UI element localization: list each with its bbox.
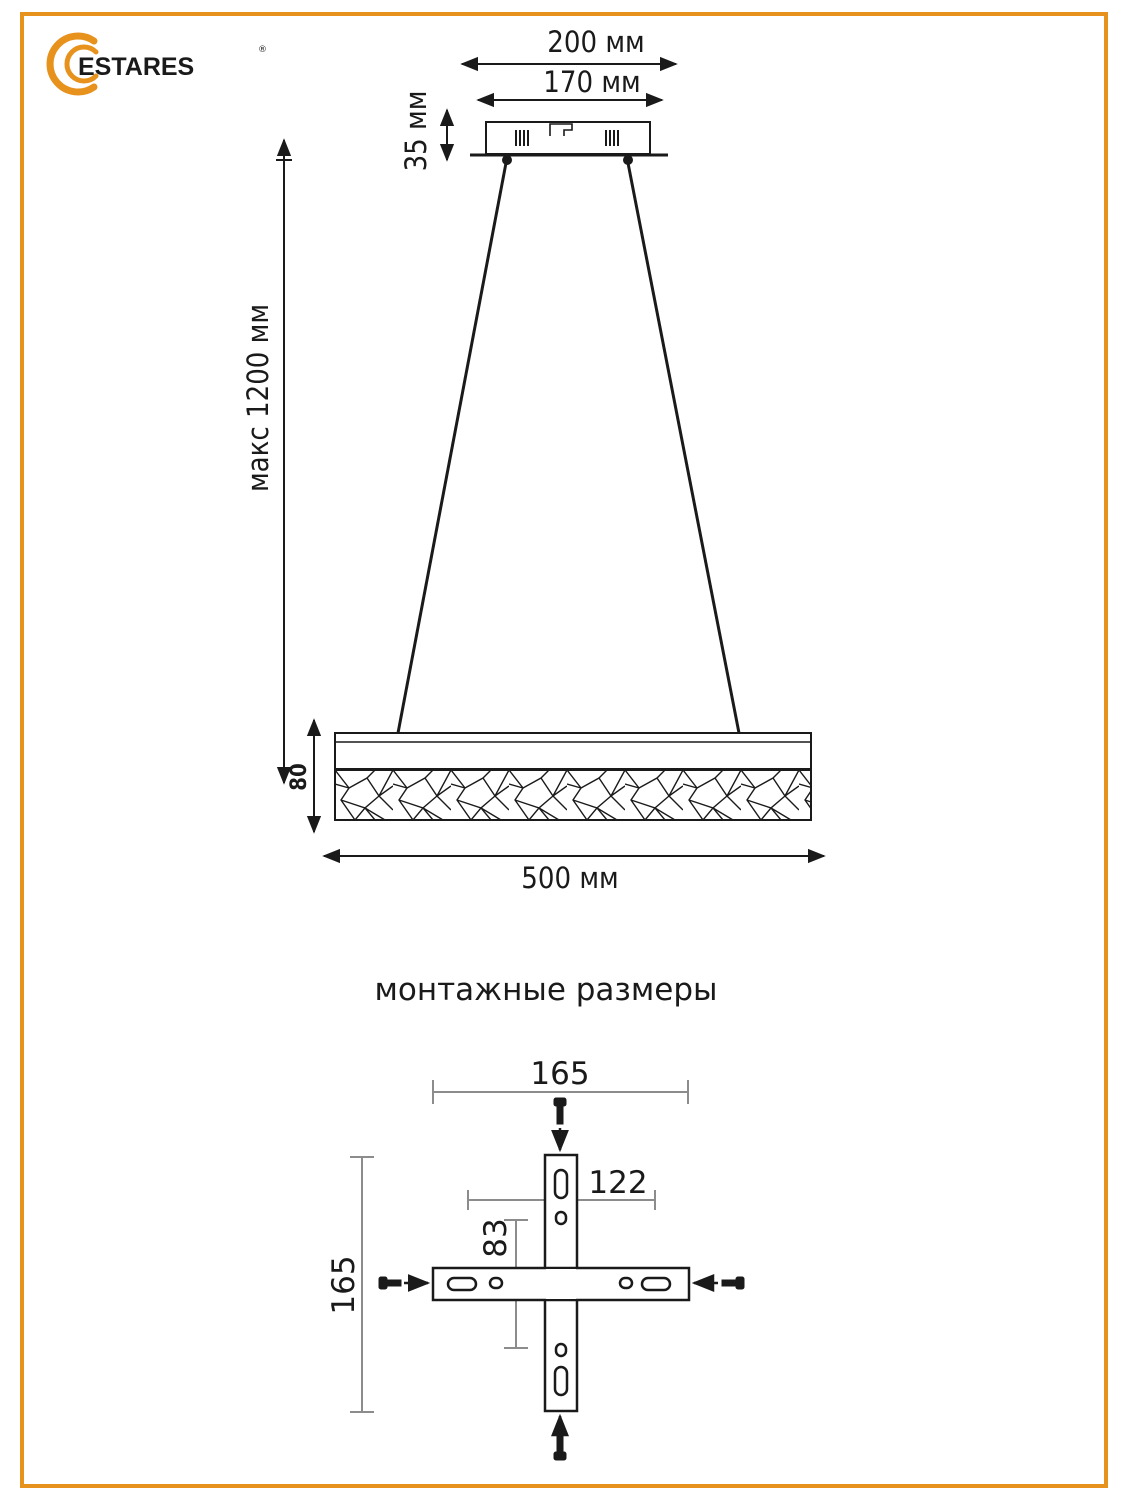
mount-height-label: 165: [326, 1255, 362, 1315]
screw-icon: [379, 1277, 428, 1289]
dim-canopy-width: [462, 25, 676, 64]
suspension-cables: [398, 163, 739, 733]
body-height-label: 80: [287, 763, 312, 791]
dim-suspension-length: [241, 140, 292, 783]
dim-canopy-mount-width: [478, 65, 662, 100]
offset-label: 83: [478, 1218, 514, 1258]
canopy: [470, 122, 668, 164]
dim-body-width: [324, 856, 824, 895]
screw-icon: [694, 1277, 744, 1289]
hole-spacing-label: 122: [588, 1165, 648, 1201]
canopy-mount-width-label: 170 мм: [543, 65, 641, 99]
logo-wordmark: ESTARES: [78, 53, 195, 81]
mounting-plate: [433, 1155, 689, 1411]
brand-logo: [50, 36, 267, 92]
canopy-height-label: 35 мм: [399, 90, 433, 172]
dim-body-height: [287, 720, 314, 832]
crystal-diffuser: [335, 770, 811, 820]
logo-registered-mark: ®: [258, 45, 267, 55]
body-width-label: 500 мм: [521, 861, 619, 895]
suspension-length-label: макс 1200 мм: [241, 303, 275, 493]
lamp-body: [335, 733, 811, 820]
mount-width-label: 165: [530, 1056, 590, 1092]
mounting-dimensions: [350, 1080, 688, 1412]
screw-icon: [554, 1416, 566, 1460]
canopy-width-label: 200 мм: [547, 25, 645, 59]
screw-icon: [554, 1098, 566, 1150]
dim-canopy-height: [399, 91, 447, 172]
mounting-title: монтажные размеры: [374, 972, 718, 1008]
